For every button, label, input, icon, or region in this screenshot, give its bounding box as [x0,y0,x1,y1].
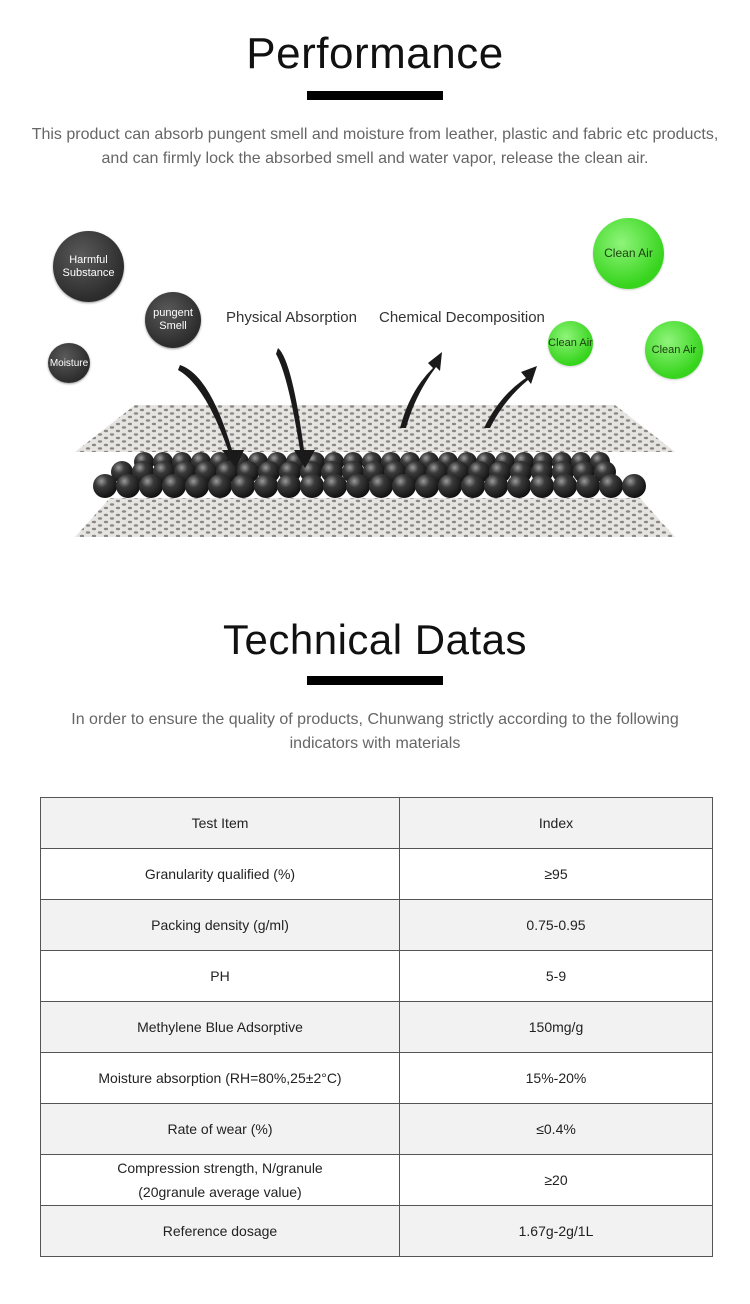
adsorbent-bead [461,474,485,498]
adsorbent-bead [415,474,439,498]
bottom-fabric-layer [75,498,675,537]
index-cell: 0.75-0.95 [400,900,713,951]
adsorbent-bead [622,474,646,498]
technical-title-underline [307,676,443,685]
adsorbent-bead [162,474,186,498]
technical-description [60,708,690,756]
test-item-cell: Granularity qualified (%) [41,849,400,900]
adsorbent-bead [438,474,462,498]
header-test-item: Test Item [41,798,400,849]
top-fabric-layer [75,405,675,452]
technical-description-line2: indicators with materials [289,735,461,752]
index-cell: ≥95 [400,849,713,900]
adsorbent-bead [530,474,554,498]
table-row [41,900,713,951]
adsorbent-bead [277,474,301,498]
index-cell: 15%-20% [400,1053,713,1104]
index-cell: ≥20 [400,1155,713,1206]
clean-air-bubble-right [645,321,703,379]
performance-title: Performance [246,29,504,78]
adsorbent-bead [116,474,140,498]
test-item-line1: Compression strength, N/granule [117,1160,323,1176]
clean-air-label-right: Clean Air [651,343,697,356]
pungent-smell-bubble [145,292,201,348]
clean-air-bubble-small [548,321,593,366]
moisture-bubble [48,343,90,383]
test-item-cell: Packing density (g/ml) [41,900,400,951]
adsorbent-bead [185,474,209,498]
technical-title: Technical Datas [223,616,527,663]
technical-data-table [40,797,713,1257]
test-item-cell: PH [41,951,400,1002]
moisture-label: Moisture [49,357,89,369]
table-row [41,1155,713,1206]
table-header-row [41,798,713,849]
adsorbent-bead [208,474,232,498]
test-item-cell: Moisture absorption (RH=80%,25±2°C) [41,1053,400,1104]
table-row [41,1104,713,1155]
pungent-smell-label: pungent Smell [153,307,193,332]
absorption-illustration [0,200,750,560]
test-item-line2: (20granule average value) [138,1184,302,1200]
header-index: Index [400,798,713,849]
test-item-cell: Rate of wear (%) [41,1104,400,1155]
adsorbent-bead [254,474,278,498]
test-item-cell: Methylene Blue Adsorptive [41,1002,400,1053]
clean-air-bubble-large [593,218,664,289]
technical-description-line1: In order to ensure the quality of products, Chunwang strictly according to the following [71,711,679,728]
adsorbent-bead [139,474,163,498]
test-item-cell: Reference dosage [41,1206,400,1257]
adsorbent-bead [323,474,347,498]
clean-air-label-large: Clean Air [604,246,653,260]
performance-title-underline [307,91,443,100]
test-item-cell [41,1155,400,1206]
adsorbent-bead [93,474,117,498]
table-row [41,951,713,1002]
table-row [41,849,713,900]
index-cell: 1.67g-2g/1L [400,1206,713,1257]
adsorbent-bead [507,474,531,498]
performance-description-line2: and can firmly lock the absorbed smell and water vapor, release the clean air. [101,150,649,167]
adsorbent-bead [599,474,623,498]
adsorbent-bead [484,474,508,498]
harmful-substance-bubble [53,231,124,302]
adsorbent-bead [576,474,600,498]
physical-absorption-label: Physical Absorption [226,309,357,326]
adsorbent-bead [369,474,393,498]
performance-description-line1: This product can absorb pungent smell and moisture from leather, plastic and fabric etc products, [31,126,719,143]
table-row [41,1206,713,1257]
adsorbent-bead [553,474,577,498]
adsorbent-bead [300,474,324,498]
performance-description [30,123,720,171]
adsorbent-bead [392,474,416,498]
adsorbent-beads [93,452,646,498]
adsorbent-bead [231,474,255,498]
harmful-substance-label: Harmful Substance [62,253,115,279]
index-cell: 150mg/g [400,1002,713,1053]
adsorbent-bead [346,474,370,498]
index-cell: ≤0.4% [400,1104,713,1155]
clean-air-label-small: Clean Air [548,337,593,349]
table-row [41,1002,713,1053]
table-row [41,1053,713,1104]
chemical-decomposition-label: Chemical Decomposition [379,309,545,326]
index-cell: 5-9 [400,951,713,1002]
